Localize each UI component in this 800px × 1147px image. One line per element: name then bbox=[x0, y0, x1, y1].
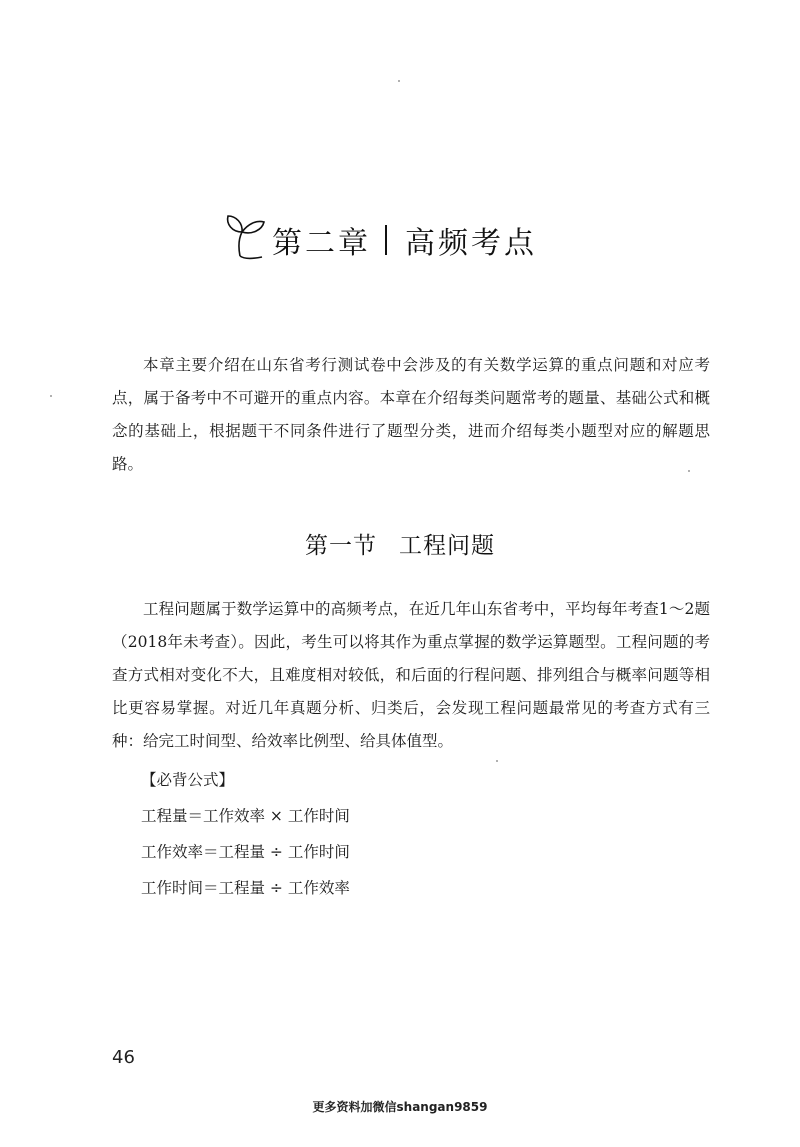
chapter-heading bbox=[222, 205, 537, 275]
formula-line: 工作效率＝工程量 ÷ 工作时间 bbox=[141, 843, 350, 861]
chapter-title: 高频考点 bbox=[405, 226, 537, 261]
section-number: 第一节 bbox=[305, 533, 377, 559]
section-paragraph: 工程问题属于数学运算中的高频考点，在近几年山东省考中，平均每年考查1～2题（2018年未考查）。因此，考生可以将其作为重点掌握的数学运算题型。工程问题的考查方式相对变化不大，且难度相对较低，和后面的行程问题、排列组合与概率问题等相比更容易掌握。对近几年真题分析、归类后，会发现工程问题最常见的考查方式有三种：给完工时间型、给效率比例型、给具体值型。 bbox=[112, 600, 710, 750]
formula-line: 工程量＝工作效率 × 工作时间 bbox=[141, 807, 350, 825]
chapter-divider bbox=[385, 225, 387, 255]
section-heading bbox=[0, 527, 800, 560]
intro-paragraph: 本章主要介绍在山东省考行测试卷中会涉及的有关数学运算的重点问题和对应考点，属于备考中不可避开的重点内容。本章在介绍每类问题常考的题量、基础公式和概念的基础上，根据题干不同条件进行了题型分类，进而介绍每类小题型对应的解题思路。 bbox=[112, 356, 710, 473]
formula-line: 工作时间＝工程量 ÷ 工作效率 bbox=[141, 879, 350, 897]
chapter-number: 第二章 bbox=[272, 226, 371, 261]
formula-heading: 【必背公式】 bbox=[141, 771, 235, 789]
page-number: 46 bbox=[112, 1047, 135, 1068]
scan-speck bbox=[496, 760, 498, 762]
sprout-icon bbox=[222, 212, 268, 262]
scan-speck bbox=[50, 395, 52, 397]
scan-speck bbox=[688, 470, 690, 472]
footer-note: 更多资料加微信shangan9859 bbox=[312, 1100, 488, 1114]
scan-speck bbox=[398, 80, 400, 82]
section-title: 工程问题 bbox=[399, 533, 495, 559]
